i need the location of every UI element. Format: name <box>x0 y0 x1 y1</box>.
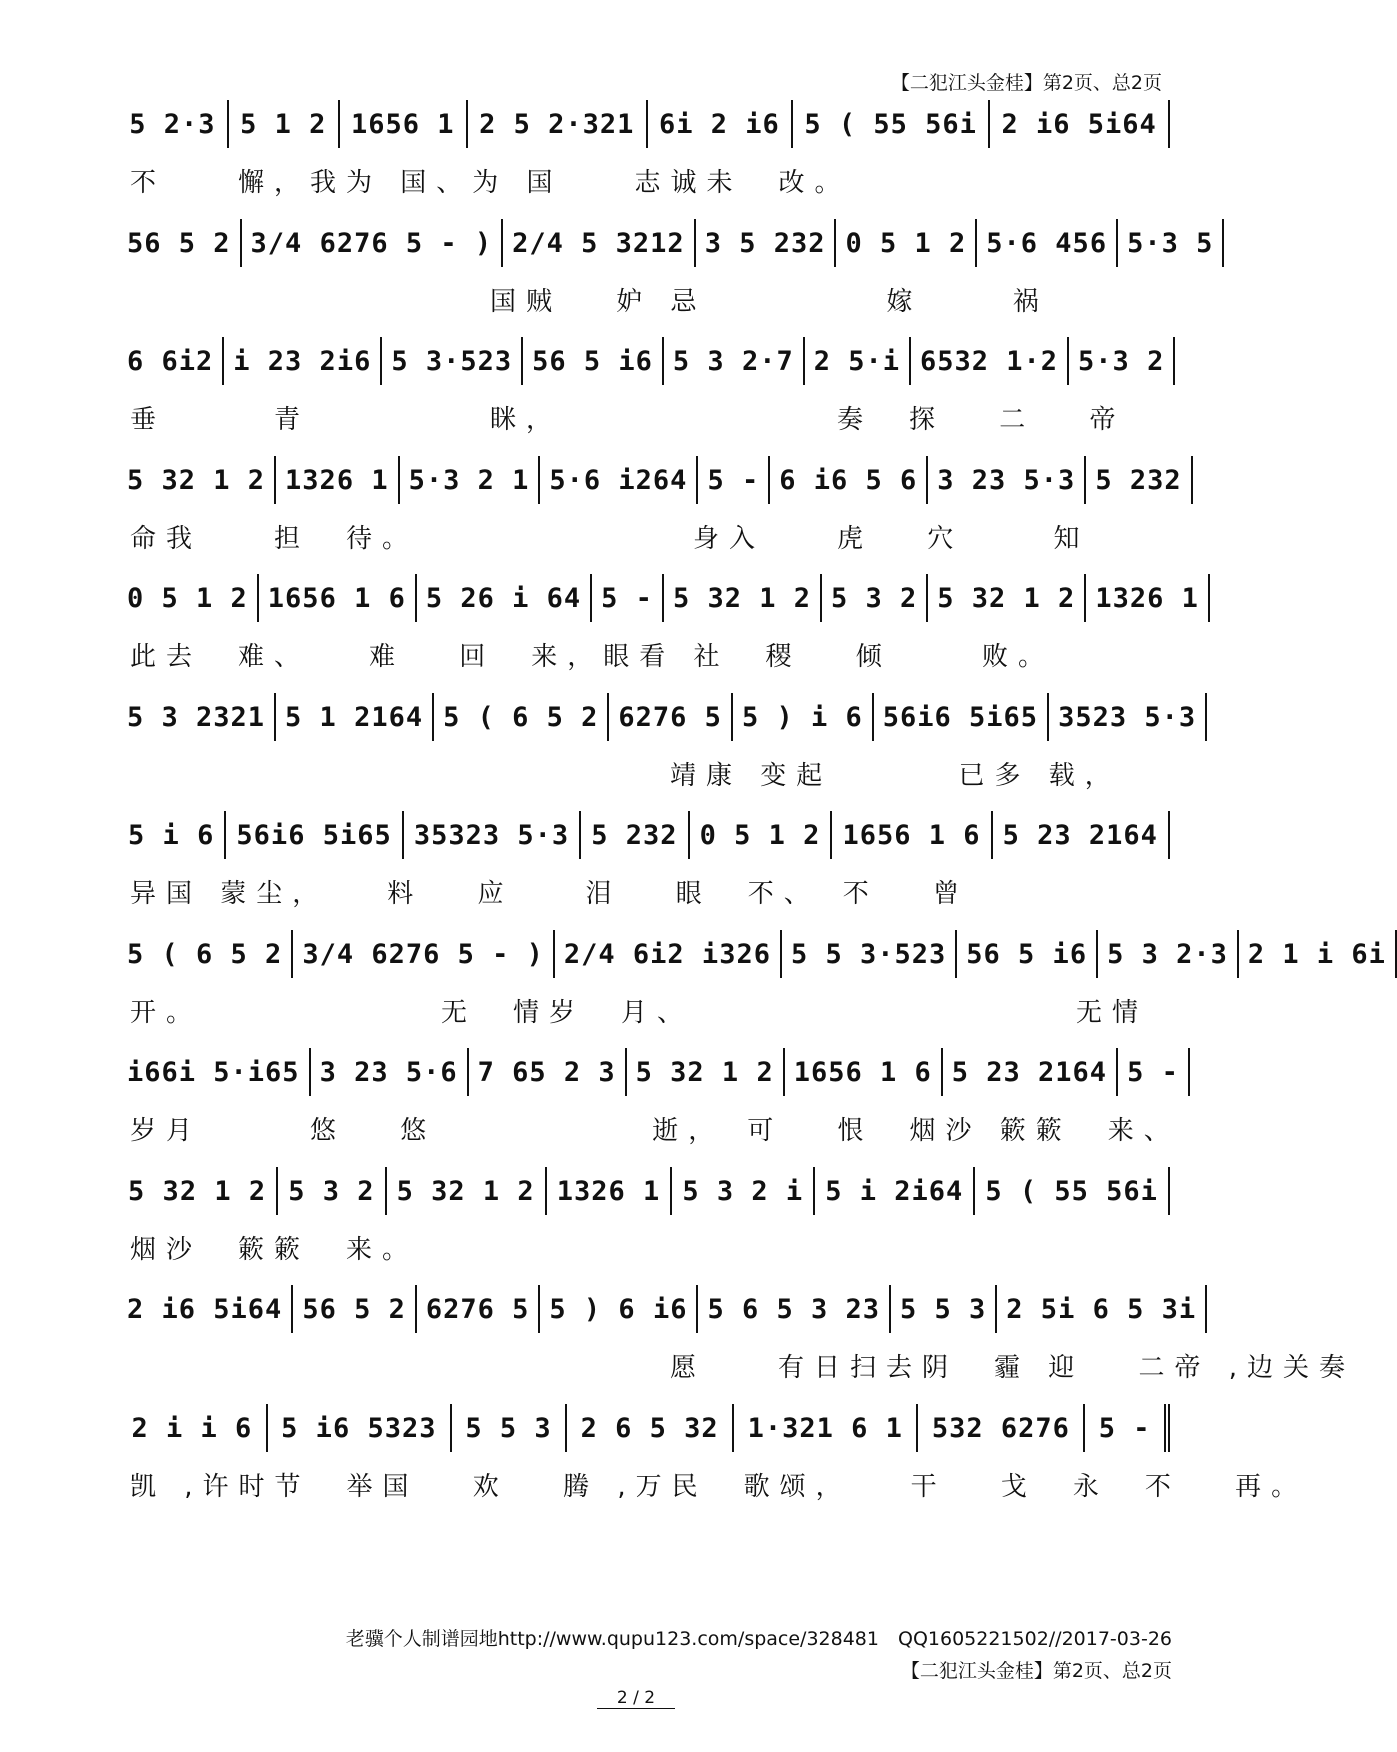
measure-notes: 0 5 1 2 <box>699 820 821 851</box>
measure-notes: 56 5 2 <box>302 1294 406 1325</box>
measure-notes: 2 i6 5i64 <box>1001 109 1157 140</box>
measure-notes: 56 5 i6 <box>966 938 1088 970</box>
measure <box>340 100 468 148</box>
measure-notes: 5 i 6 <box>128 820 215 851</box>
measure-notes: 5 ) i 6 <box>741 701 863 733</box>
page-header-title: 【二犯江头金桂】第2页、总2页 <box>890 72 1162 94</box>
measure-notes: 2 6 5 32 <box>580 1412 719 1444</box>
measure <box>434 693 609 741</box>
measure-notes: 3 5 232 <box>704 227 826 259</box>
measure <box>785 1048 943 1096</box>
notation-line <box>118 448 1182 504</box>
measure-notes: 5 ( 6 5 2 <box>443 701 599 733</box>
lyrics-line: 此去 难、 难 回 来，眼看 社 稷 倾 败。 <box>130 642 1055 672</box>
measure-notes: 35323 5·3 <box>413 820 570 851</box>
score-system <box>118 1159 1170 1269</box>
measure-notes: 5 3 2 <box>288 1175 375 1207</box>
measure-notes: 5 23 2164 <box>951 1057 1108 1088</box>
measure-notes: 5 3 2 i <box>682 1175 804 1207</box>
measure <box>1098 930 1239 978</box>
measure-notes: 2 5i 6 5 3i <box>1006 1294 1197 1325</box>
measure <box>734 1404 918 1452</box>
measure-notes: 1·321 6 1 <box>747 1412 903 1444</box>
notation-line <box>118 685 1197 741</box>
measure <box>1118 219 1224 267</box>
measure-notes: 56 5 i6 <box>532 346 653 377</box>
score-system <box>118 1040 1180 1150</box>
measure-notes: 5·3 2 <box>1078 346 1165 377</box>
measure <box>1239 930 1397 978</box>
lyrics-line: 凯 ,许时节 举国 欢 腾 ,万民 歌颂， 干 戈 永 不 再。 <box>130 1471 1308 1502</box>
measure <box>733 693 874 741</box>
score-system <box>118 92 1170 202</box>
measure-notes: 5 2·3 <box>129 109 216 140</box>
measure-notes: 6276 5 <box>425 1294 530 1325</box>
lyrics-line: 烟沙 簌簌 来。 <box>130 1234 419 1265</box>
measure <box>993 811 1170 859</box>
measure-notes: 5 32 1 2 <box>128 1175 267 1207</box>
measure-notes: 5 - <box>1098 1412 1151 1444</box>
measure-notes: 6532 1·2 <box>920 346 1059 377</box>
measure <box>417 574 592 622</box>
measure <box>1118 1048 1190 1096</box>
measure-notes: 5 - <box>601 583 653 614</box>
measure-notes: i66i 5·i65 <box>127 1057 300 1088</box>
measure <box>540 456 698 504</box>
measure-notes: 2 i i 6 <box>131 1412 253 1444</box>
measure <box>555 930 782 978</box>
measure <box>276 693 434 741</box>
measure-notes: 1326 1 <box>1095 583 1199 614</box>
measure-notes: 5 32 1 2 <box>937 583 1076 614</box>
measure <box>698 456 770 504</box>
measure-notes: 5 32 1 2 <box>396 1175 535 1207</box>
notation-line <box>118 803 1170 859</box>
measure-notes: 5·6 456 <box>986 227 1108 259</box>
measure <box>118 1404 268 1452</box>
measure <box>224 337 382 385</box>
lyrics-line: 靖康 变起 已多 载， <box>130 760 1121 791</box>
measure-notes: 5 - <box>707 464 760 496</box>
measure <box>770 456 928 504</box>
measure-notes: 5 - <box>1127 1057 1179 1088</box>
measure <box>118 574 259 622</box>
measure <box>874 693 1049 741</box>
measure <box>118 1167 278 1215</box>
measure <box>832 811 992 859</box>
measure-notes: 6 i6 5 6 <box>779 464 918 496</box>
measure-notes: 2 5·i <box>813 346 900 377</box>
measure-notes: 5 1 2164 <box>285 701 424 733</box>
measure-notes: 5 3·523 <box>391 346 513 377</box>
measure-notes: 1326 1 <box>556 1175 661 1207</box>
measure-notes: 5 3 2·7 <box>672 346 794 377</box>
measure-notes: 1656 1 6 <box>793 1057 932 1088</box>
measure <box>118 456 276 504</box>
score-system <box>118 329 1170 439</box>
measure-notes: 5 3 2321 <box>127 701 266 733</box>
measure-notes: 3523 5·3 <box>1058 701 1197 733</box>
measure <box>1086 456 1192 504</box>
measure-notes: 7 65 2 3 <box>477 1057 616 1088</box>
measure-notes: 6i 2 i6 <box>658 109 780 140</box>
page-number-text: 2 / 2 <box>597 1688 675 1709</box>
measure <box>226 811 403 859</box>
score-system <box>118 1277 1356 1387</box>
measure <box>990 100 1170 148</box>
measure <box>672 1167 815 1215</box>
measure-notes: 0 5 1 2 <box>127 583 248 614</box>
measure <box>648 100 793 148</box>
measure <box>696 219 837 267</box>
measure-notes: 5 5 3 <box>900 1294 987 1325</box>
notation-line <box>118 1277 1197 1333</box>
measure <box>118 693 276 741</box>
measure-notes: 5 232 <box>591 820 678 851</box>
measure-notes: 2 i6 5i64 <box>127 1294 283 1325</box>
measure-notes: i 23 2i6 <box>233 346 372 377</box>
measure <box>581 811 689 859</box>
measure <box>782 930 957 978</box>
measure-notes: 5 3 2 <box>830 583 918 614</box>
measure <box>259 574 417 622</box>
score-system <box>118 685 1197 795</box>
measure-notes: 5 26 i 64 <box>425 583 582 614</box>
measure-notes: 5 i6 5323 <box>281 1412 437 1444</box>
measure-notes: 5 5 3 <box>465 1412 552 1444</box>
measure-notes: 5 i 2i64 <box>825 1175 964 1207</box>
lyrics-line: 国贼 妒 忌 嫁 祸 <box>130 286 1049 317</box>
measure <box>276 456 400 504</box>
measure <box>118 337 224 385</box>
measure-notes: 5·3 2 1 <box>408 464 530 496</box>
measure <box>404 811 581 859</box>
lyrics-line: 垂 青 眯， 奏 探 二 帝 <box>130 405 1126 435</box>
measure <box>242 219 504 267</box>
measure <box>975 1167 1170 1215</box>
measure <box>836 219 977 267</box>
measure-notes: 6276 5 <box>618 701 722 733</box>
lyrics-line: 不 懈，我为 国、为 国 志诚未 改。 <box>130 168 851 198</box>
score-system <box>118 922 1386 1032</box>
lyrics-line: 愿 有日扫去阴 霾 迎 二帝 ,边关奏 <box>130 1353 1356 1383</box>
measure <box>928 574 1086 622</box>
measure <box>1049 693 1207 741</box>
measure-notes: 2 1 i 6i <box>1247 938 1386 970</box>
measure <box>452 1404 567 1452</box>
score-system <box>118 803 1170 913</box>
measure-notes: 56i6 5i65 <box>236 820 392 851</box>
notation-line <box>118 329 1170 385</box>
lyrics-line: 开。 无 情岁 月、 无情 <box>130 997 1149 1028</box>
measure <box>1085 1404 1170 1452</box>
measure-notes: 5 ( 55 56i <box>804 109 977 140</box>
measure <box>943 1048 1118 1096</box>
measure <box>387 1167 547 1215</box>
score-system <box>118 448 1182 558</box>
score-system <box>118 566 1199 676</box>
measure <box>957 930 1098 978</box>
measure <box>627 1048 785 1096</box>
measure-notes: 5 5 3·523 <box>790 938 947 970</box>
measure-notes: 0 5 1 2 <box>845 227 967 259</box>
measure <box>118 219 242 267</box>
measure <box>815 1167 975 1215</box>
notation-line <box>118 1396 1170 1452</box>
measure <box>311 1048 469 1096</box>
measure <box>417 1285 541 1333</box>
measure <box>469 1048 627 1096</box>
measure <box>918 1404 1085 1452</box>
measure <box>118 1048 311 1096</box>
measure <box>911 337 1069 385</box>
measure <box>690 811 833 859</box>
measure <box>293 1285 417 1333</box>
notation-line <box>118 922 1386 978</box>
footer-title: 【二犯江头金桂】第2页、总2页 <box>900 1660 1172 1682</box>
measure <box>822 574 928 622</box>
measure <box>118 811 226 859</box>
measure-notes: 1656 1 6 <box>842 820 981 851</box>
measure <box>1086 574 1210 622</box>
measure <box>523 337 664 385</box>
measure-notes: 5·6 i264 <box>549 464 688 496</box>
measure <box>977 219 1118 267</box>
measure-notes: 3/4 6276 5 - ) <box>302 938 544 970</box>
score-system <box>118 211 1214 321</box>
measure-notes: 5 ) 6 i6 <box>549 1294 688 1325</box>
measure-notes: 6 6i2 <box>127 346 214 377</box>
notation-line <box>118 211 1214 267</box>
measure-notes: 3/4 6276 5 - ) <box>250 227 493 259</box>
measure <box>592 574 664 622</box>
measure <box>468 100 648 148</box>
measure <box>118 1285 293 1333</box>
measure-notes: 5 232 <box>1095 464 1182 496</box>
measure-notes: 5 3 2·3 <box>1107 938 1228 970</box>
measure-notes: 5 1 2 <box>240 109 327 140</box>
measure <box>928 456 1086 504</box>
measure-notes: 1326 1 <box>285 464 389 496</box>
notation-line <box>118 1159 1170 1215</box>
measure-notes: 56 5 2 <box>127 227 231 259</box>
measure <box>805 337 911 385</box>
measure <box>278 1167 386 1215</box>
measure <box>1069 337 1175 385</box>
measure-notes: 5 32 1 2 <box>635 1057 774 1088</box>
measure-notes: 5 ( 6 5 2 <box>127 938 283 970</box>
measure <box>503 219 696 267</box>
notation-line <box>118 1040 1179 1096</box>
measure-notes: 5 23 2164 <box>1002 820 1158 851</box>
measure-notes: 56i6 5i65 <box>882 701 1039 733</box>
measure-notes: 5 ( 55 56i <box>985 1175 1158 1207</box>
measure <box>293 930 555 978</box>
measure-notes: 2/4 5 3212 <box>512 227 685 259</box>
measure <box>382 337 523 385</box>
measure <box>793 100 990 148</box>
score-system <box>118 1396 1308 1506</box>
measure <box>891 1285 997 1333</box>
lyrics-line: 岁月 悠 悠 逝， 可 恨 烟沙 簌簌 来、 <box>130 1116 1180 1146</box>
measure <box>268 1404 452 1452</box>
footer-credit: 老骥个人制谱园地http://www.qupu123.com/space/328481 QQ1605221502//2017-03-26 <box>345 1628 1172 1650</box>
lyrics-line: 异国 蒙尘， 料 应 泪 眼 不、 不 曾 <box>130 879 970 909</box>
page-number <box>0 1688 1272 1708</box>
measure <box>229 100 340 148</box>
measure-notes: 1656 1 6 <box>267 583 406 614</box>
measure-notes: 5·3 5 <box>1127 227 1214 259</box>
measure-notes: 2/4 6i2 i326 <box>563 938 771 970</box>
measure <box>609 693 733 741</box>
measure-notes: 5 32 1 2 <box>127 464 266 496</box>
measure <box>664 574 822 622</box>
measure <box>540 1285 698 1333</box>
measure-notes: 1656 1 <box>350 109 455 140</box>
measure <box>118 930 293 978</box>
measure-notes: 532 6276 <box>931 1412 1070 1444</box>
lyrics-line: 命我 担 待。 身入 虎 穴 知 <box>130 523 1090 554</box>
measure <box>400 456 541 504</box>
measure <box>664 337 805 385</box>
measure-notes: 2 5 2·321 <box>479 109 635 140</box>
notation-line <box>118 566 1199 622</box>
notation-line <box>118 92 1170 148</box>
measure <box>547 1167 673 1215</box>
measure-notes: 5 32 1 2 <box>672 583 811 614</box>
measure-notes: 3 23 5·6 <box>319 1057 458 1088</box>
measure <box>118 100 229 148</box>
measure <box>698 1285 891 1333</box>
measure <box>567 1404 734 1452</box>
measure-notes: 3 23 5·3 <box>937 464 1076 496</box>
measure-notes: 5 6 5 3 23 <box>707 1294 881 1325</box>
measure <box>997 1285 1207 1333</box>
